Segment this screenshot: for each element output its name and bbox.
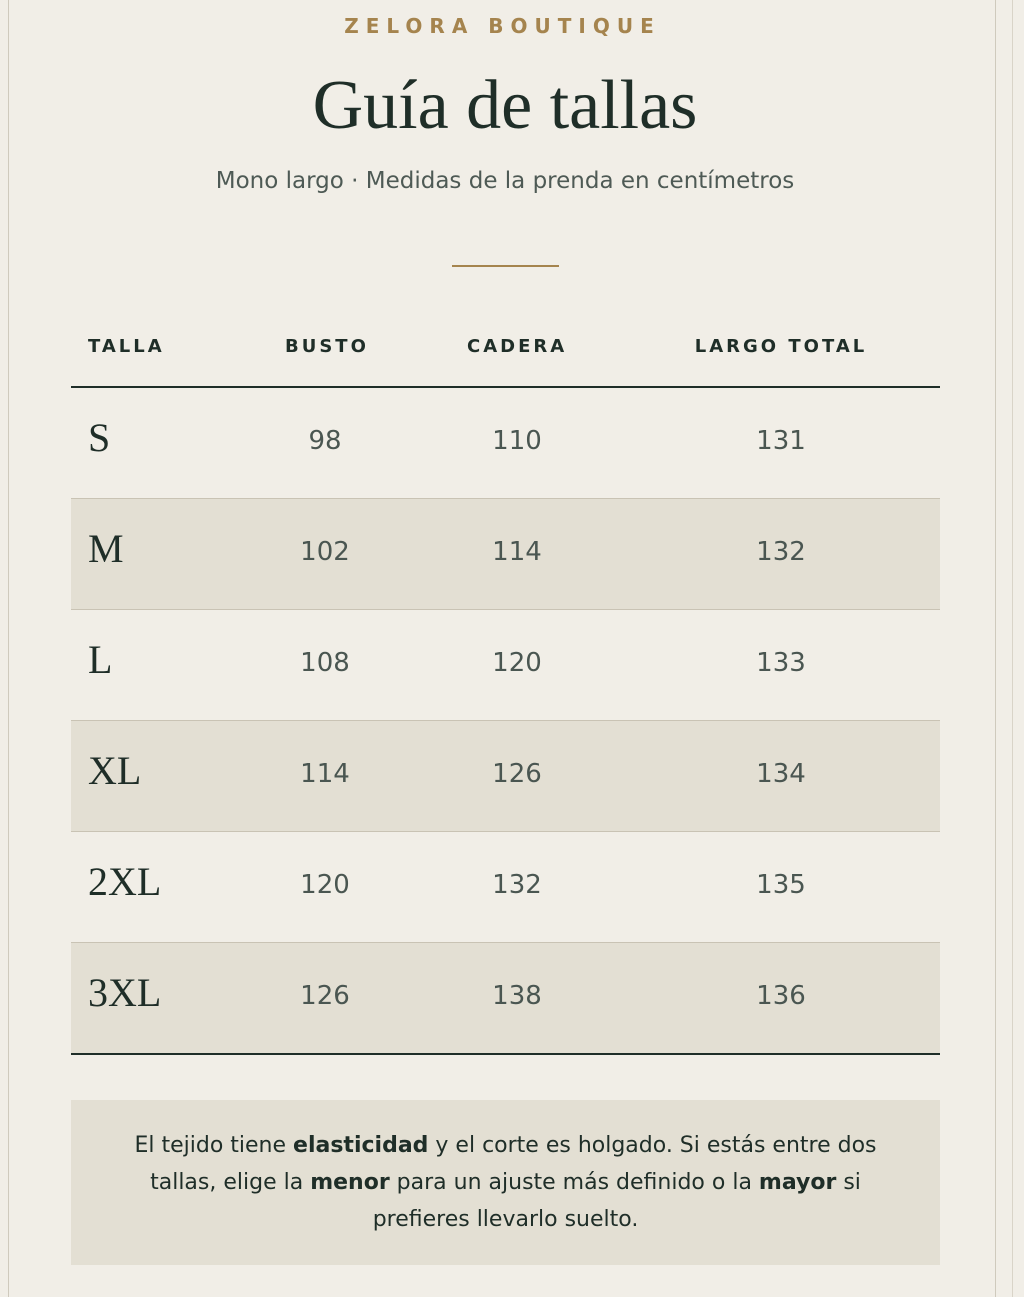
table-row (71, 943, 940, 1055)
note-emphasis: mayor (758, 1170, 837, 1195)
header-largo-total: LARGO TOTAL (694, 336, 868, 357)
header-cadera: CADERA (467, 336, 568, 357)
largo-value: 133 (756, 648, 806, 678)
cadera-value: 114 (492, 537, 542, 567)
busto-value: 126 (300, 981, 350, 1011)
table-row (71, 721, 940, 832)
busto-value: 108 (300, 648, 350, 678)
busto-value: 102 (300, 537, 350, 567)
size-label: 3XL (88, 970, 162, 1015)
brand-name: ZELORA BOUTIQUE (344, 14, 661, 38)
header-busto: BUSTO (285, 336, 369, 357)
busto-value: 114 (300, 759, 350, 789)
page-subtitle: Mono largo · Medidas de la prenda en centímetros (215, 168, 795, 194)
note-emphasis: menor (310, 1170, 390, 1195)
table-row (71, 499, 940, 610)
note-text: El tejido tiene (134, 1133, 294, 1158)
size-label: S (88, 415, 111, 460)
size-label: 2XL (88, 859, 162, 904)
table-row (71, 388, 940, 499)
note-emphasis: elasticidad (293, 1133, 429, 1158)
largo-value: 132 (756, 537, 806, 567)
page-title: Guía de tallas (312, 67, 698, 144)
largo-value: 135 (756, 870, 806, 900)
table-row (71, 610, 940, 721)
frame-border-left (8, 0, 9, 1297)
cadera-value: 110 (492, 426, 542, 456)
fit-note (71, 1100, 940, 1265)
table-row (71, 832, 940, 943)
cadera-value: 120 (492, 648, 542, 678)
table-header (71, 310, 940, 388)
size-label: XL (88, 748, 142, 793)
note-text: si prefieres llevarlo suelto. (372, 1170, 861, 1232)
largo-value: 136 (756, 981, 806, 1011)
busto-value: 98 (308, 426, 342, 456)
largo-value: 131 (756, 426, 806, 456)
divider-ornament (452, 265, 559, 267)
size-table (71, 310, 940, 1055)
header-talla: TALLA (88, 336, 165, 357)
note-text: para un ajuste más definido o la (389, 1170, 759, 1195)
frame-border-right (995, 0, 996, 1297)
size-label: L (88, 637, 113, 682)
cadera-value: 132 (492, 870, 542, 900)
note-text: y el corte es holgado. Si estás entre dos tallas, elige la (150, 1133, 877, 1195)
largo-value: 134 (756, 759, 806, 789)
cadera-value: 126 (492, 759, 542, 789)
size-label: M (88, 526, 124, 571)
page-edge (1012, 0, 1024, 1297)
busto-value: 120 (300, 870, 350, 900)
cadera-value: 138 (492, 981, 542, 1011)
